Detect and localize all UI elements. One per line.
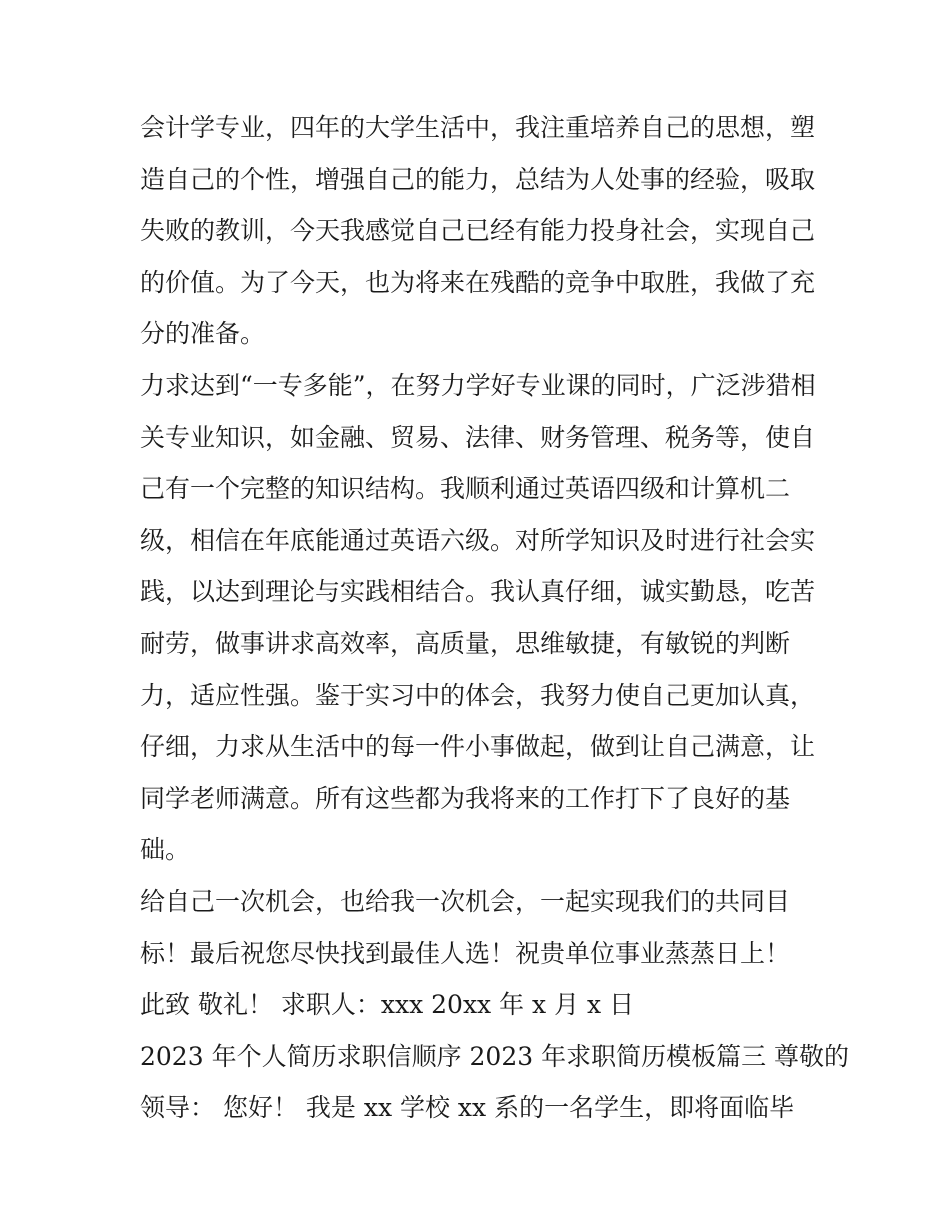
text-line: 级，相信在年底能通过英语六级。对所学知识及时进行社会实 [140,525,816,555]
text-line: 的价值。为了今天，也为将来在残酷的竞争中取胜，我做了充 [140,267,816,297]
letter-body [140,102,850,1134]
text-line: 领导： 您好！ 我是 xx 学校 xx 系的一名学生，即将面临毕 [140,1093,795,1123]
text-line: 力求达到“一专多能”，在努力学好专业课的同时，广泛涉猎相 [140,370,816,400]
text-line: 践，以达到理论与实践相结合。我认真仔细，诚实勤恳，吃苦 [140,577,816,607]
text-line: 同学老师满意。所有这些都为我将来的工作打下了良好的基 [140,783,791,813]
text-line: 分的准备。 [140,319,266,349]
text-line: 失败的教训，今天我感觉自己已经有能力投身社会，实现自己 [140,216,816,246]
text-line: 己有一个完整的知识结构。我顺利通过英语四级和计算机二 [140,474,791,504]
text-line: 础。 [140,835,191,865]
text-line: 2023 年个人简历求职信顺序 2023 年求职简历模板篇三 尊敬的 [140,1041,850,1071]
text-line: 仔细，力求从生活中的每一件小事做起，做到让自己满意，让 [140,732,816,762]
text-line: 给自己一次机会，也给我一次机会，一起实现我们的共同目 [140,886,791,916]
text-line: 耐劳，做事讲求高效率，高质量，思维敏捷，有敏锐的判断 [140,628,791,658]
text-line: 力，适应性强。鉴于实习中的体会，我努力使自己更加认真， [140,680,816,710]
text-line: 标！最后祝您尽快找到最佳人选！祝贵单位事业蒸蒸日上！ [140,938,791,968]
text-line: 会计学专业，四年的大学生活中，我注重培养自己的思想，塑 [140,113,816,142]
text-line: 此致 敬礼！ 求职人：xxx 20xx 年 x 月 x 日 [140,990,635,1020]
text-line: 关专业知识，如金融、贸易、法律、财务管理、税务等，使自 [140,422,816,452]
text-line: 造自己的个性，增强自己的能力，总结为人处事的经验，吸取 [140,164,816,194]
